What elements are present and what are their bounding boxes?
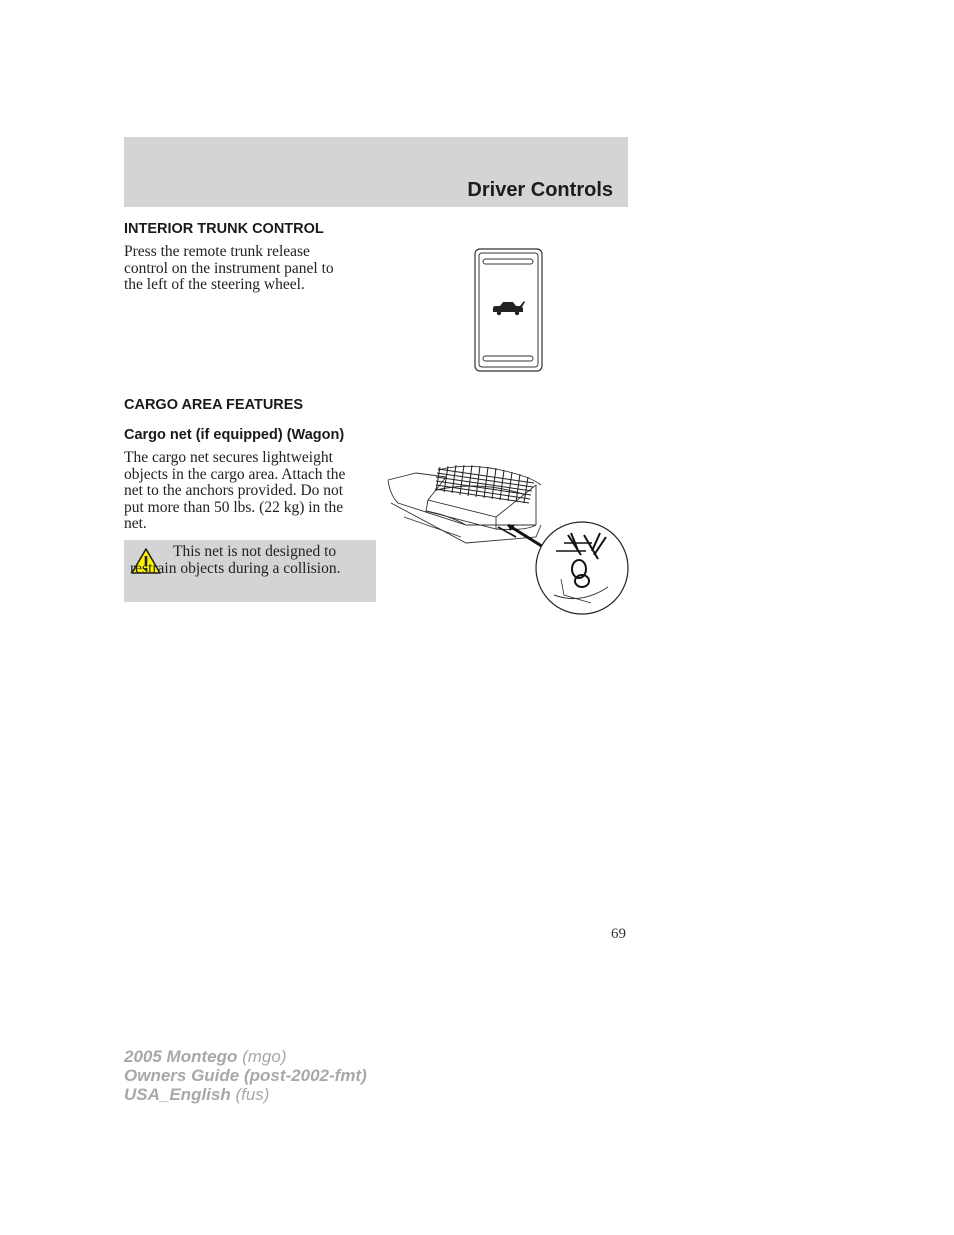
- trunk-release-switch-illustration: [470, 245, 550, 377]
- warning-box: [124, 540, 376, 602]
- header-bar: [124, 137, 628, 207]
- footer-line: 2005 Montego (mgo): [124, 1047, 287, 1066]
- text-line: objects in the cargo area. Attach the: [124, 465, 346, 483]
- text-line: the left of the steering wheel.: [124, 276, 305, 293]
- page-number: 69: [611, 926, 626, 942]
- footer-line: Owners Guide (post-2002-fmt): [124, 1066, 367, 1085]
- text-line: control on the instrument panel to: [124, 259, 334, 277]
- text-line: net to the anchors provided. Do not: [124, 482, 344, 499]
- warning-text: This net is not designed to restrain objects during a collision.: [130, 543, 341, 577]
- anchor-detail-inset: [536, 522, 628, 614]
- trunk-control-text: [124, 244, 374, 294]
- text-line: Press the remote trunk release: [124, 243, 310, 260]
- cargo-net-text: [124, 450, 379, 533]
- page-section-title: Driver Controls: [467, 179, 613, 201]
- trunk-control-heading: INTERIOR TRUNK CONTROL: [124, 221, 324, 237]
- footer-line: USA_English (fus): [124, 1085, 270, 1104]
- text-line: The cargo net secures lightweight: [124, 449, 333, 466]
- text-line: put more than 50 lbs. (22 kg) in the: [124, 498, 344, 516]
- cargo-area-heading: CARGO AREA FEATURES: [124, 397, 304, 413]
- cargo-net-subheading: Cargo net (if equipped) (Wagon): [124, 427, 345, 443]
- cargo-net-illustration: [386, 455, 632, 619]
- text-line: net.: [124, 515, 147, 532]
- net-mesh: [435, 465, 534, 503]
- document-footer: [124, 1047, 367, 1104]
